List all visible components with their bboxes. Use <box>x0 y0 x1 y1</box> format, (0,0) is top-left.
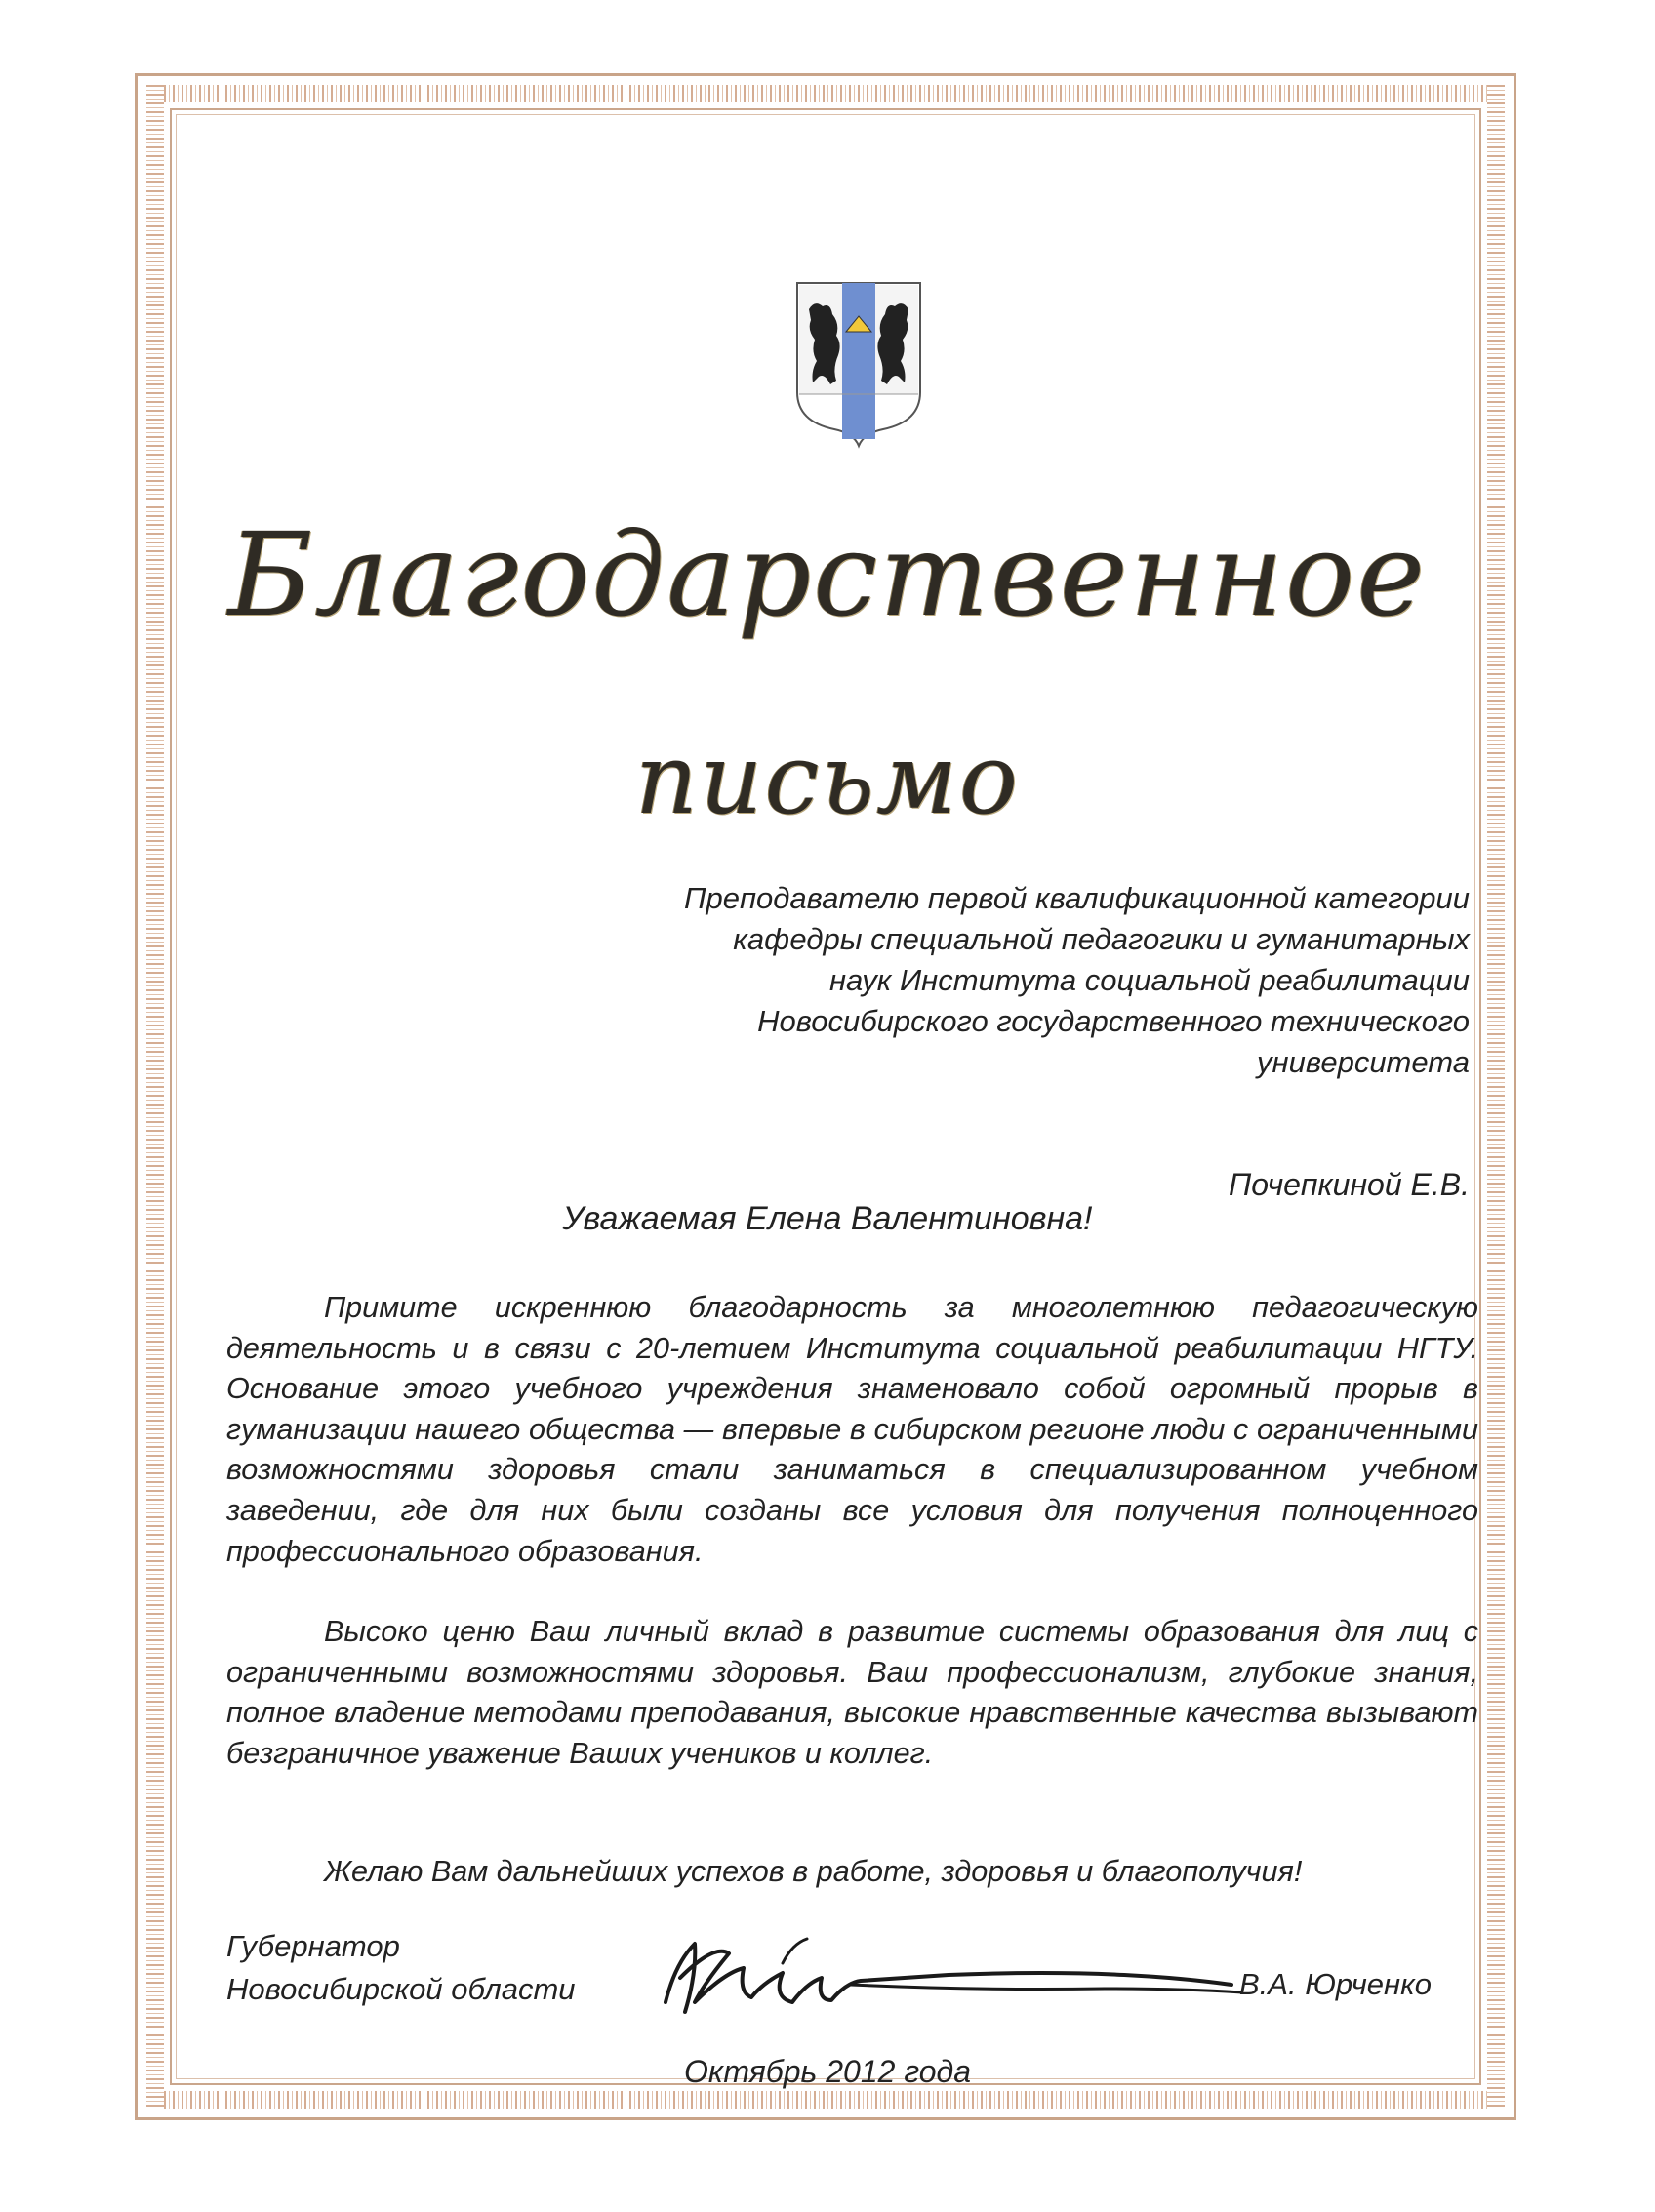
body-paragraph-1 <box>226 1288 1478 1572</box>
handwritten-signature <box>636 1924 1261 2031</box>
paragraph-text: Высоко ценю Ваш личный вклад в развитие системы образования для лиц с ограниченными возможностями здоровья. Ваш профессионализм, глубокие знания, полное владение методами преподавания, высокие нравственные качества вызывают безграничное уважение Ваших учеников и коллег. <box>226 1615 1478 1770</box>
frame-band-top <box>146 85 1505 102</box>
body-paragraph-3 <box>226 1852 1478 1893</box>
signer-title-line-1: Губернатор <box>226 1929 400 1963</box>
signer-title-line-2: Новосибирской области <box>226 1972 576 2006</box>
recipient-line: кафедры специальной педагогики и гуманитарных <box>733 922 1470 956</box>
coat-of-arms-icon <box>786 275 932 451</box>
recipient-line: университета <box>1257 1045 1470 1079</box>
frame-band-right <box>1487 85 1505 2109</box>
document-title-line-1: Благодарственное <box>227 507 1428 642</box>
body-paragraph-2 <box>226 1612 1478 1774</box>
frame-band-bottom <box>146 2091 1505 2109</box>
paragraph-text: Желаю Вам дальнейших успехов в работе, здоровья и благополучия! <box>324 1855 1303 1888</box>
signer-name: В.А. Юрченко <box>1239 1967 1432 2001</box>
recipient-line: Преподавателю первой квалификационной категории <box>684 881 1470 915</box>
recipient-line: наук Института социальной реабилитации <box>828 963 1470 997</box>
salutation: Уважаемая Елена Валентиновна! <box>562 1200 1093 1237</box>
paragraph-text: Примите искреннюю благодарность за многолетнюю педагогическую деятельность и в связи с 20-летием Института социальной реабилитации НГТУ. Основание этого учебного учреждения знаменовало собой огромный прорыв в гуманизации нашего общества — впервые в сибирском регионе люди с ограниченными возможностями здоровья стали заниматься в специализированном учебном заведении, где для них были созданы все условия для получения полноценного профессионального образования. <box>226 1291 1478 1568</box>
document-date: Октябрь 2012 года <box>683 2054 972 2089</box>
recipient-line: Новосибирского государственного технического <box>757 1004 1470 1038</box>
recipient-name: Почепкиной Е.В. <box>1229 1167 1470 1202</box>
document-title-line-2: письмо <box>634 722 1021 836</box>
frame-band-left <box>146 85 164 2109</box>
signer-title <box>226 1925 576 2011</box>
recipient-block <box>494 878 1470 1083</box>
